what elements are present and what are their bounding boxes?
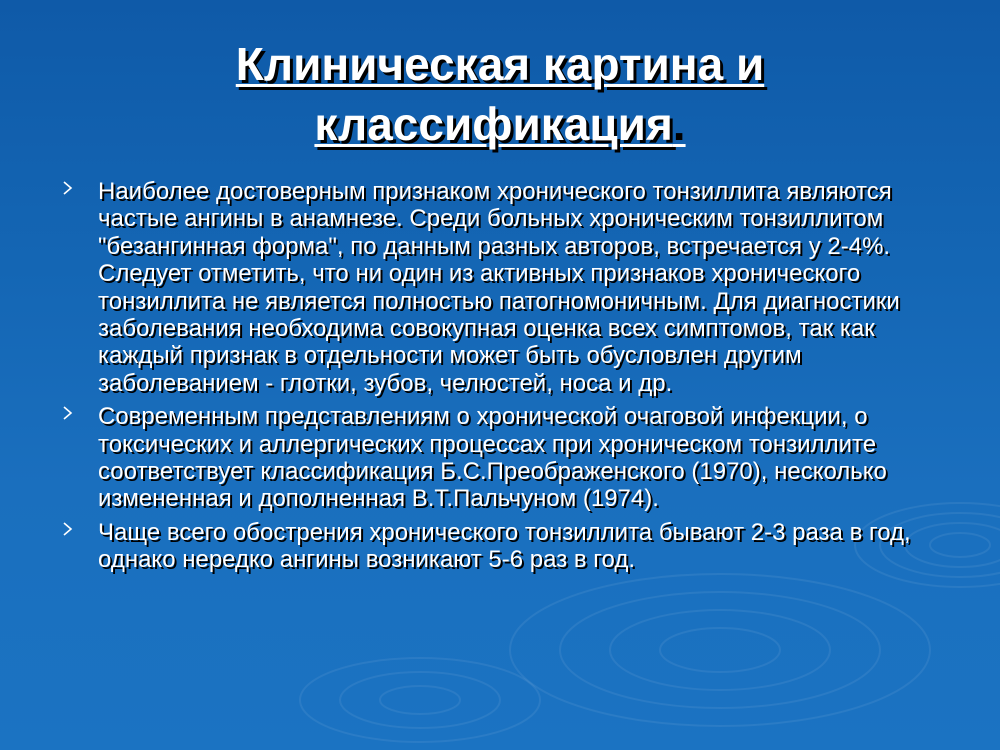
chevron-right-icon: [60, 405, 76, 421]
bullet-item-1: [60, 178, 945, 397]
bullet-text-2: Современным представлениям о хронической очаговой инфекции, о токсических и аллергических процессах при хроническом тонзиллите соответствует классификация Б.С.Преображенского (1970), несколько измененная и дополненная В.Т.Пальчуном (1974).: [98, 403, 887, 513]
chevron-right-icon: [60, 521, 76, 537]
title-line-2: [0, 94, 1000, 154]
title-dot: .: [672, 98, 686, 150]
bullet-text-3: Чаще всего обострения хронического тонзиллита бывают 2-3 раза в год, однако нередко ангины возникают 5-6 раз в год.: [98, 518, 911, 574]
slide-title: [0, 34, 1000, 154]
bullet-item-2: [60, 403, 945, 513]
title-line-2-text: классификация: [314, 98, 673, 150]
bullet-item-3: [60, 519, 945, 574]
title-line-1: Клиническая картина и: [235, 38, 765, 90]
bullet-list: [60, 178, 945, 580]
bullet-text-1: Наиболее достоверным признаком хронического тонзиллита являются частые ангины в анамнезе. Среди больных хроническим тонзиллитом "безангинная форма", по данным разных авторов, встречается у 2-4%. Следует отметить, что ни один из активных признаков хронического тонзиллита не является полностью патогномоничным. Для диагностики заболевания необходима совокупная оценка всех симптомов, так как каждый признак в отдельности может быть обусловлен другим заболеванием - глотки, зубов, челюстей, носа и др.: [98, 178, 900, 397]
chevron-right-icon: [60, 180, 76, 196]
